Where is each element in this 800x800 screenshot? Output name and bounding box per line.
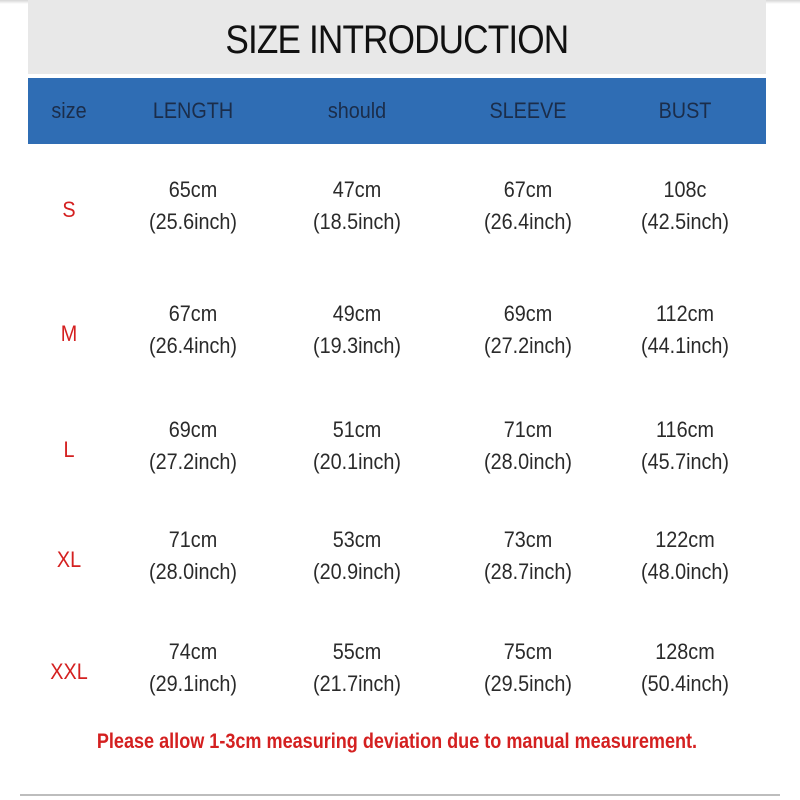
sleeve-cm: 75cm — [503, 639, 553, 664]
table-row-xxl — [28, 632, 766, 712]
length-inch: (28.0inch) — [148, 559, 238, 584]
bust-inch: (42.5inch) — [640, 209, 730, 234]
bust-inch: (45.7inch) — [640, 449, 730, 474]
bust-cm: 128cm — [655, 639, 715, 664]
bust-cell — [618, 636, 752, 700]
bust-cm: 122cm — [655, 527, 715, 552]
sleeve-cm: 73cm — [503, 527, 553, 552]
length-cell — [110, 524, 276, 588]
sleeve-cell — [438, 298, 618, 362]
shoulder-cell — [276, 524, 438, 588]
title-bar — [28, 0, 766, 74]
size-label: S — [62, 197, 76, 222]
length-cm: 69cm — [168, 417, 218, 442]
bust-cell — [618, 414, 752, 478]
shoulder-cell — [276, 298, 438, 362]
shoulder-inch: (21.7inch) — [312, 671, 402, 696]
shoulder-cm: 51cm — [332, 417, 382, 442]
length-inch: (25.6inch) — [148, 209, 238, 234]
length-inch: (29.1inch) — [148, 671, 238, 696]
length-cm: 65cm — [168, 177, 218, 202]
shoulder-cell — [276, 414, 438, 478]
length-cm: 71cm — [168, 527, 218, 552]
bust-cell — [618, 174, 752, 238]
sleeve-cell — [438, 174, 618, 238]
shoulder-cm: 53cm — [332, 527, 382, 552]
table-header — [28, 78, 766, 144]
size-label: L — [63, 437, 75, 462]
bust-cm: 116cm — [656, 417, 714, 442]
length-cell — [110, 414, 276, 478]
shoulder-inch: (20.1inch) — [312, 449, 402, 474]
header-size: size — [51, 98, 87, 123]
page-title: SIZE INTRODUCTION — [225, 17, 569, 62]
shoulder-cell — [276, 636, 438, 700]
measurement-note-text: Please allow 1-3cm measuring deviation due to manual measurement. — [96, 730, 698, 753]
header-length: LENGTH — [152, 98, 234, 123]
shoulder-inch: (18.5inch) — [312, 209, 402, 234]
bust-cm: 108c — [663, 177, 707, 202]
shoulder-inch: (19.3inch) — [312, 333, 402, 358]
sleeve-cm: 69cm — [503, 301, 553, 326]
bust-cell — [618, 298, 752, 362]
length-inch: (26.4inch) — [148, 333, 238, 358]
measurement-note — [28, 730, 766, 754]
length-cell — [110, 174, 276, 238]
sleeve-inch: (28.0inch) — [483, 449, 573, 474]
table-row-s — [28, 170, 766, 250]
sleeve-inch: (27.2inch) — [483, 333, 573, 358]
sleeve-cm: 71cm — [503, 417, 553, 442]
header-shoulder: should — [327, 98, 387, 123]
length-cm: 74cm — [168, 639, 218, 664]
shoulder-cm: 49cm — [332, 301, 382, 326]
shoulder-cell — [276, 174, 438, 238]
sleeve-inch: (28.7inch) — [483, 559, 573, 584]
table-row-xl — [28, 520, 766, 600]
header-sleeve: SLEEVE — [489, 98, 567, 123]
shoulder-cm: 47cm — [332, 177, 382, 202]
bust-cm: 112cm — [656, 301, 714, 326]
table-row-l — [28, 410, 766, 490]
bottom-divider — [20, 794, 780, 796]
bust-inch: (48.0inch) — [640, 559, 730, 584]
sleeve-cm: 67cm — [503, 177, 553, 202]
size-label: M — [60, 321, 78, 346]
header-bust: BUST — [658, 98, 712, 123]
length-cm: 67cm — [168, 301, 218, 326]
sleeve-cell — [438, 636, 618, 700]
shoulder-inch: (20.9inch) — [312, 559, 402, 584]
sleeve-cell — [438, 414, 618, 478]
sleeve-cell — [438, 524, 618, 588]
length-cell — [110, 298, 276, 362]
length-inch: (27.2inch) — [148, 449, 238, 474]
bust-inch: (44.1inch) — [640, 333, 730, 358]
size-label: XXL — [50, 659, 88, 684]
bust-inch: (50.4inch) — [640, 671, 730, 696]
sleeve-inch: (29.5inch) — [483, 671, 573, 696]
size-label: XL — [56, 547, 82, 572]
bust-cell — [618, 524, 752, 588]
length-cell — [110, 636, 276, 700]
table-row-m — [28, 294, 766, 374]
shoulder-cm: 55cm — [332, 639, 382, 664]
sleeve-inch: (26.4inch) — [483, 209, 573, 234]
